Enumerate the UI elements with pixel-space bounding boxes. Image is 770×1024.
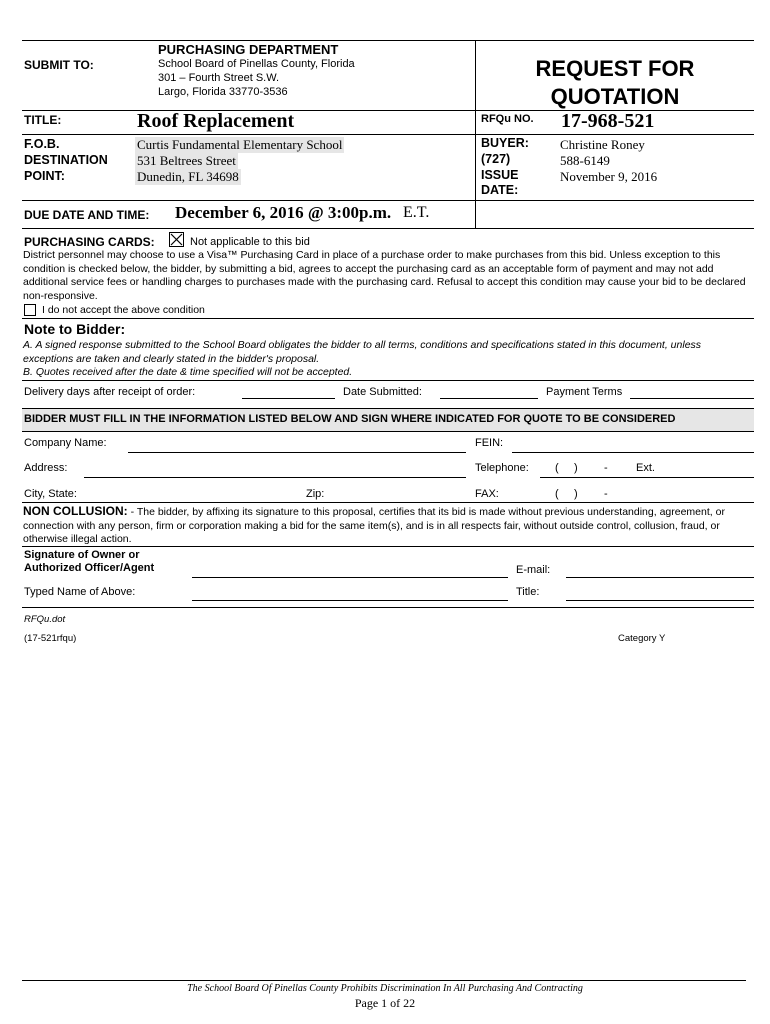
telephone-field[interactable] bbox=[540, 477, 754, 478]
rfqu-label: RFQu NO. bbox=[481, 113, 534, 125]
phone-area-label: (727) bbox=[481, 152, 511, 166]
city-state-label: City, State: bbox=[24, 488, 77, 500]
fob-label-2: DESTINATION bbox=[24, 153, 108, 167]
signature-field[interactable] bbox=[192, 577, 508, 578]
zip-label: Zip: bbox=[306, 488, 325, 500]
title-field[interactable] bbox=[566, 600, 754, 601]
due-top-rule bbox=[22, 200, 754, 201]
non-collusion-text: - The bidder, by affixing its signature to this proposal, certifies that its bid is made without previous understanding, agreement, or connection with any person, firm or corporation making a bid for the same item(s), and is in all respects fair, without outside control, collusion, fraud, or otherwise illegal action. bbox=[23, 506, 725, 545]
top-rule bbox=[22, 40, 754, 41]
date-submitted-label: Date Submitted: bbox=[343, 386, 422, 398]
delivery-days-label: Delivery days after receipt of order: bbox=[24, 386, 196, 398]
due-date-label: DUE DATE AND TIME: bbox=[24, 208, 150, 222]
info-mid-rule bbox=[22, 134, 754, 135]
not-applicable-text: Not applicable to this bid bbox=[190, 236, 310, 248]
non-collusion-heading: NON COLLUSION: bbox=[23, 504, 128, 518]
signature-label-2: Authorized Officer/Agent bbox=[24, 562, 155, 574]
submit-to-label: SUBMIT TO: bbox=[24, 58, 94, 72]
company-name-label: Company Name: bbox=[24, 437, 107, 449]
payment-terms-label: Payment Terms bbox=[546, 386, 623, 398]
category: Category Y bbox=[618, 633, 666, 644]
address-line-3: Largo, Florida 33770-3536 bbox=[158, 86, 288, 98]
fax-dash: - bbox=[604, 488, 608, 500]
checkmark-x-icon bbox=[170, 233, 183, 246]
note-line-b: B. Quotes received after the date & time specified will not be accepted. bbox=[23, 366, 353, 378]
address-line-1: School Board of Pinellas County, Florida bbox=[158, 58, 355, 70]
rfqu-number: 17-968-521 bbox=[561, 110, 655, 132]
email-label: E-mail: bbox=[516, 564, 551, 576]
buyer-label: BUYER: bbox=[481, 136, 529, 150]
delivery-days-field[interactable] bbox=[242, 398, 335, 399]
rfq-title-line-1: REQUEST FOR bbox=[535, 56, 695, 81]
purchasing-card-paragraph: District personnel may choose to use a Visa™ Purchasing Card in place of a purchase order to make purchases from this bid. Unless exception to this condition is checked below, the bidder, by submitting a bid, agrees to accept the purchasing card as an acceptable form of payment and may not add additional service fees or handling charges to purchases made with the purchasing card. Refusal to accept this condition may cause your bid to be declared non-responsive. bbox=[23, 249, 746, 302]
decline-text: I do not accept the above condition bbox=[42, 304, 205, 316]
fob-label-3: POINT: bbox=[24, 169, 65, 183]
fein-label: FEIN: bbox=[475, 437, 504, 449]
bidder-banner-text: BIDDER MUST FILL IN THE INFORMATION LISTED BELOW AND SIGN WHERE INDICATED FOR QUOTE TO BE CONSIDERED bbox=[24, 413, 676, 425]
cards-bottom-rule bbox=[22, 318, 754, 319]
telephone-label: Telephone: bbox=[475, 462, 529, 474]
city-bottom-rule bbox=[22, 502, 754, 503]
telephone-dash: - bbox=[604, 462, 608, 474]
issue-date: November 9, 2016 bbox=[560, 169, 658, 184]
buyer-phone: 588-6149 bbox=[560, 153, 610, 168]
fob-street: 531 Beltrees Street bbox=[137, 153, 236, 168]
title-value: Roof Replacement bbox=[137, 110, 295, 132]
note-line-a: A. A signed response submitted to the School Board obligates the bidder to all terms, conditions and specifications stated in this document, unless exceptions are taken and clearly stated in the bidder's proposal. bbox=[23, 339, 702, 365]
payment-terms-field[interactable] bbox=[630, 398, 754, 399]
note-heading: Note to Bidder: bbox=[24, 321, 126, 337]
due-bottom-rule bbox=[22, 228, 754, 229]
note-bottom-rule bbox=[22, 380, 754, 381]
fob-city: Dunedin, FL 34698 bbox=[137, 169, 239, 184]
date-submitted-field[interactable] bbox=[440, 398, 538, 399]
collusion-bottom-rule bbox=[22, 546, 754, 547]
typed-name-field[interactable] bbox=[192, 600, 508, 601]
decline-checkbox[interactable] bbox=[24, 304, 36, 316]
template-name: RFQu.dot bbox=[24, 614, 66, 625]
non-collusion-paragraph bbox=[23, 505, 753, 547]
title-label: TITLE: bbox=[24, 113, 62, 127]
fob-label-1: F.O.B. bbox=[24, 137, 60, 151]
footer-rule bbox=[22, 980, 746, 981]
fob-school: Curtis Fundamental Elementary School bbox=[137, 137, 343, 152]
address-line-2: 301 – Fourth Street S.W. bbox=[158, 72, 280, 84]
title-field-label: Title: bbox=[516, 586, 540, 598]
fax-label: FAX: bbox=[475, 488, 499, 500]
company-name-field[interactable] bbox=[128, 452, 466, 453]
due-date-value: December 6, 2016 @ 3:00p.m. bbox=[175, 203, 392, 222]
buyer-name: Christine Roney bbox=[560, 137, 645, 152]
telephone-area-parens: ( ) bbox=[555, 462, 578, 474]
due-timezone: E.T. bbox=[403, 204, 430, 221]
rfq-title-line-2: QUOTATION bbox=[550, 84, 680, 109]
address-label: Address: bbox=[24, 462, 68, 474]
issue-label-1: ISSUE bbox=[481, 168, 519, 182]
typed-name-label: Typed Name of Above: bbox=[24, 586, 136, 598]
nondiscrimination-notice: The School Board Of Pinellas County Prohibits Discrimination In All Purchasing And Contracting bbox=[187, 983, 583, 994]
file-code: (17-521rfqu) bbox=[24, 633, 77, 644]
issue-label-2: DATE: bbox=[481, 183, 519, 197]
fein-field[interactable] bbox=[512, 452, 754, 453]
signature-label-1: Signature of Owner or bbox=[24, 549, 140, 561]
purchasing-cards-label: PURCHASING CARDS: bbox=[24, 235, 155, 249]
signature-bottom-rule bbox=[22, 607, 754, 608]
department-name: PURCHASING DEPARTMENT bbox=[158, 42, 339, 57]
not-applicable-checkbox[interactable] bbox=[169, 232, 184, 247]
email-field[interactable] bbox=[566, 577, 754, 578]
fax-area-parens: ( ) bbox=[555, 488, 578, 500]
address-field[interactable] bbox=[84, 477, 466, 478]
ext-label: Ext. bbox=[636, 462, 655, 474]
page-number: Page 1 of 22 bbox=[354, 996, 416, 1010]
